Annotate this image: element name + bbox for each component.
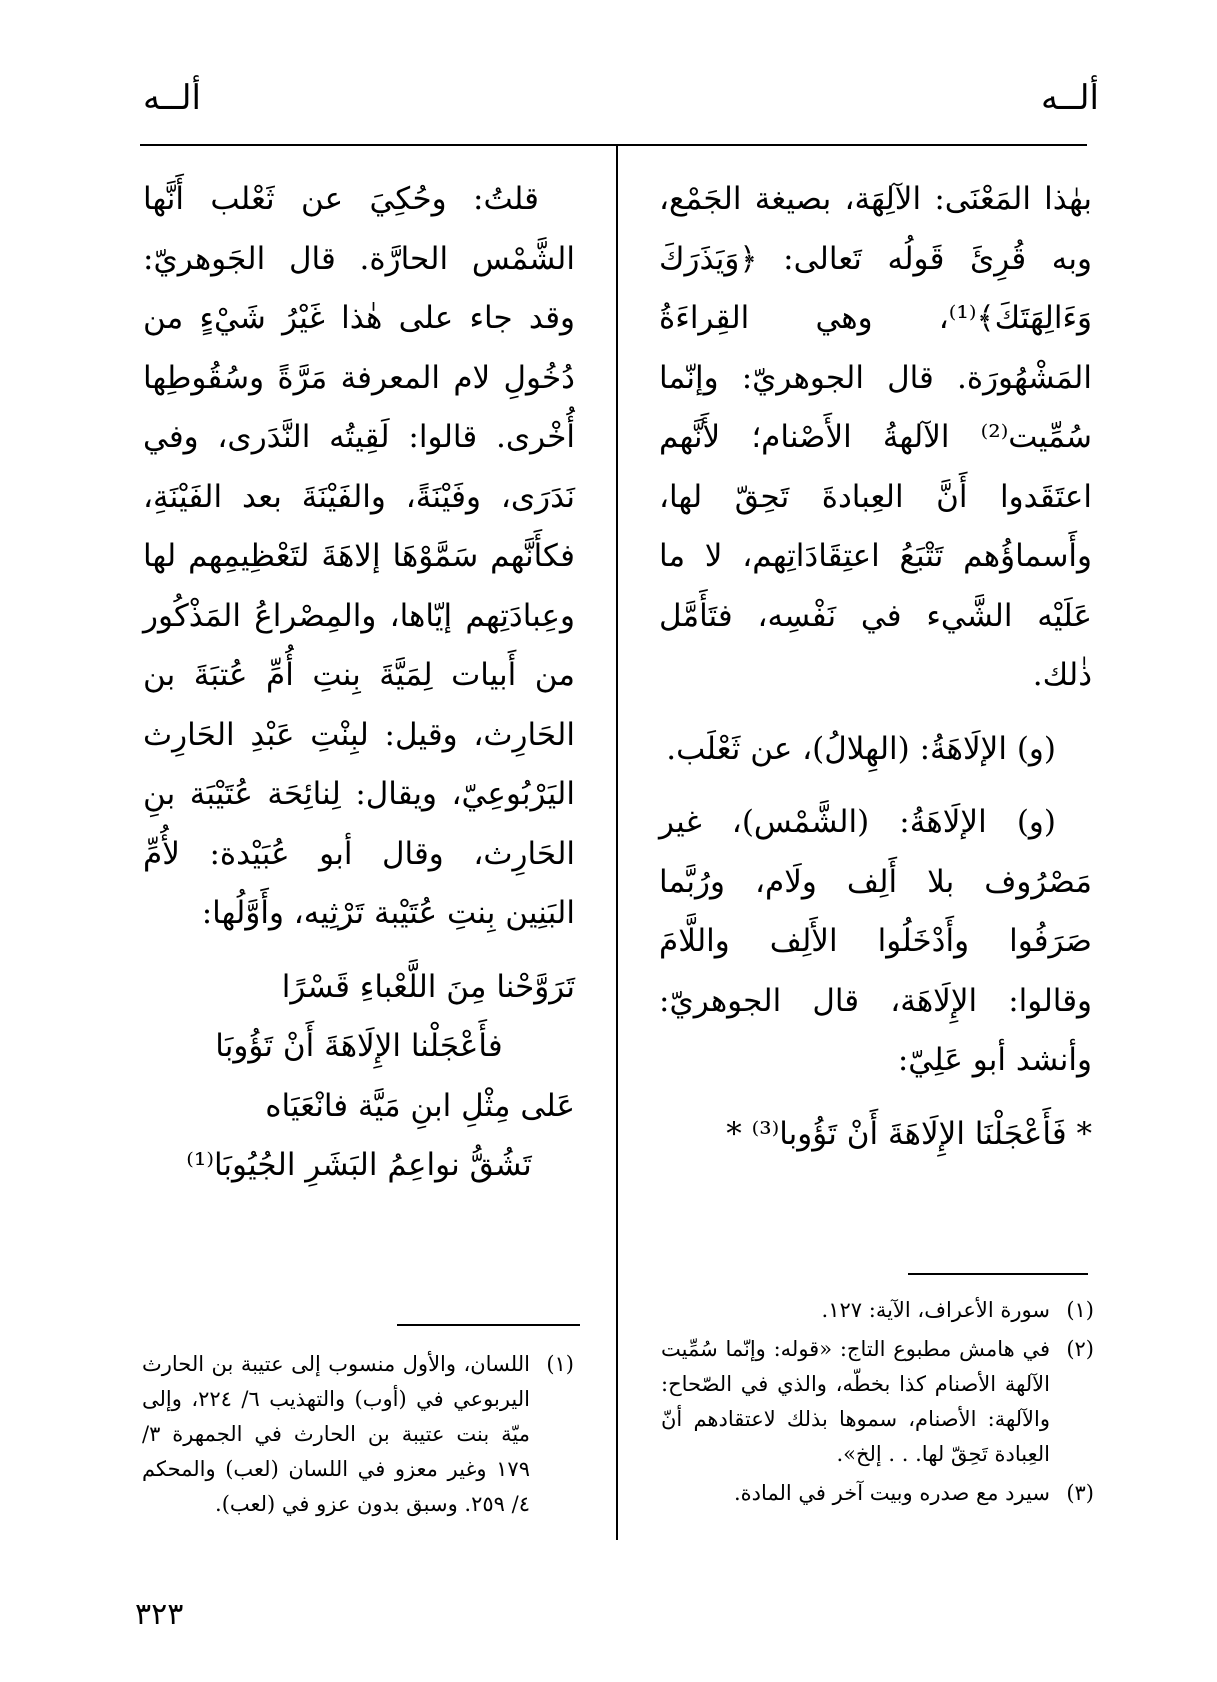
- footnote: [142, 1347, 574, 1522]
- footnote-number: (٣): [1066, 1481, 1094, 1505]
- footnote-number: (١): [546, 1352, 574, 1376]
- footnote-number: (١): [1066, 1298, 1094, 1322]
- footnotes-left: [142, 1347, 574, 1526]
- footnote-number: (٢): [1066, 1337, 1094, 1361]
- poetry-verse: عَلى مِثْلِ ابنِ مَيَّة فانْعَيَاه: [265, 1087, 575, 1124]
- entry-paragraph: (و) الإلَاهَةُ: (الهِلالُ)، عن ثَعْلَب.: [666, 730, 1056, 767]
- header-root-word-right: ألــه: [1041, 78, 1099, 118]
- page-number: ٣٢٣: [135, 1597, 184, 1632]
- footnote-rule: [397, 1324, 580, 1326]
- footnote-text: سورة الأعراف، الآية: ١٢٧.: [821, 1298, 1050, 1322]
- footnote: [661, 1332, 1094, 1472]
- entry-paragraph: بهٰذا المَعْنَى: الآلِهَة، بصيغة الجَمْع، وبه قُرِئَ قَولُه تَعالى: ﴿وَيَذَرَكَ وَءَالِهَتَكَ﴾⁽¹⁾، وهي القِراءَةُ المَشْهُورَة. قال الجوهريّ: وإنّما سُمِّيت⁽²⁾ الآلهةُ الأَصْنام؛ لأَنَّهم اعتَقَدوا أَنَّ العِبادةَ تَحِقّ لها، وأَسماؤُهم تَتْبَعُ اعتِقَادَاتِهم، لا ما عَلَيْه الشَّيء في نَفْسِه، فتَأَمَّل ذٰلك.: [659, 181, 1092, 693]
- column-divider: [616, 144, 618, 1540]
- footnote-rule: [908, 1273, 1088, 1275]
- header-root-word-left: ألــه: [143, 78, 201, 118]
- footnote: [661, 1293, 1094, 1328]
- header-rule: [140, 144, 1087, 146]
- left-column: [143, 170, 575, 1196]
- footnote: [661, 1476, 1094, 1511]
- footnote-text: في هامش مطبوع التاج: «قوله: وإنّما سُمِّيت الآلهة الأصنام كذا بخطّه، والذي في الصّحاح: والآلهة: الأصنام، سموها بذلك لاعتقادهم أنّ العِبادة تَحِقّ لها. . . إلخ».: [661, 1337, 1050, 1466]
- footnote-text: اللسان، والأول منسوب إلى عتيبة بن الحارث اليربوعي في (أوب) والتهذيب ٦/ ٢٢٤، وإلى ميّة بنت عتيبة بن الحارث في الجمهرة ٣/ ١٧٩ وغير معزو في اللسان (لعب) والمحكم ٤/ ٢٥٩. وسبق بدون عزو في (لعب).: [142, 1352, 530, 1516]
- poetry-verse: تَرَوَّحْنا مِنَ اللَّعْباءِ قَسْرًا: [281, 968, 575, 1005]
- poetry-verse: فأَعْجَلْنا الإِلَاهَةَ أَنْ تَؤُوبَا: [215, 1028, 503, 1064]
- right-column: [659, 170, 1092, 1164]
- footnote-text: سيرد مع صدره وبيت آخر في المادة.: [733, 1481, 1050, 1505]
- footnotes-right: [661, 1293, 1094, 1515]
- poetry-verse: تَشُقُّ نواعِمُ البَشَرِ الجُيُوبَا⁽¹⁾: [186, 1147, 532, 1183]
- poetry-verse: * فَأَعْجَلْنَا الإِلَاهَةَ أَنْ تَؤُوبا⁽³⁾ *: [726, 1115, 1092, 1152]
- entry-paragraph: قلتُ: وحُكِيَ عن ثَعْلب أَنَّها الشَّمْس الحارَّة. قال الجَوهريّ: وقد جاء على هٰذا غَيْرُ شَيْءٍ من دُخُولِ لام المعرفة مَرَّةً وسُقُوطِها أُخْرى. قالوا: لَقِيتُه النَّدَرى، وفي نَدَرَى، وفَيْنَةً، والفَيْنَةَ بعد الفَيْنَةِ، فكأَنَّهم سَمَّوْهَا إلاهَةَ لتَعْظِيمِهم لها وعِبادَتِهم إيّاها، والمِصْراعُ المَذْكُور من أَبيات لِمَيَّةَ بِنتِ أُمِّ عُتبَةَ بن الحَارِث، وقيل: لبِنْتِ عَبْدِ الحَارِث اليَرْبُوعِيّ، ويقال: لِنائِحَة عُتَيْبَة بنِ الحَارِث، وقال أبو عُبَيْدة: لأُمِّ البَنِين بِنتِ عُتَيْبة تَرْثِيه، وأَوَّلُها:: [143, 181, 575, 931]
- entry-paragraph: (و) الإلَاهَةُ: (الشَّمْس)، غير مَصْرُوف بلا أَلِف ولَام، ورُبَّما صَرَفُوا وأَدْخَلُوا الأَلِف واللَّامَ وقالوا: الإِلَاهَة، قال الجوهريّ: وأنشد أبو عَلِيّ:: [659, 804, 1092, 1078]
